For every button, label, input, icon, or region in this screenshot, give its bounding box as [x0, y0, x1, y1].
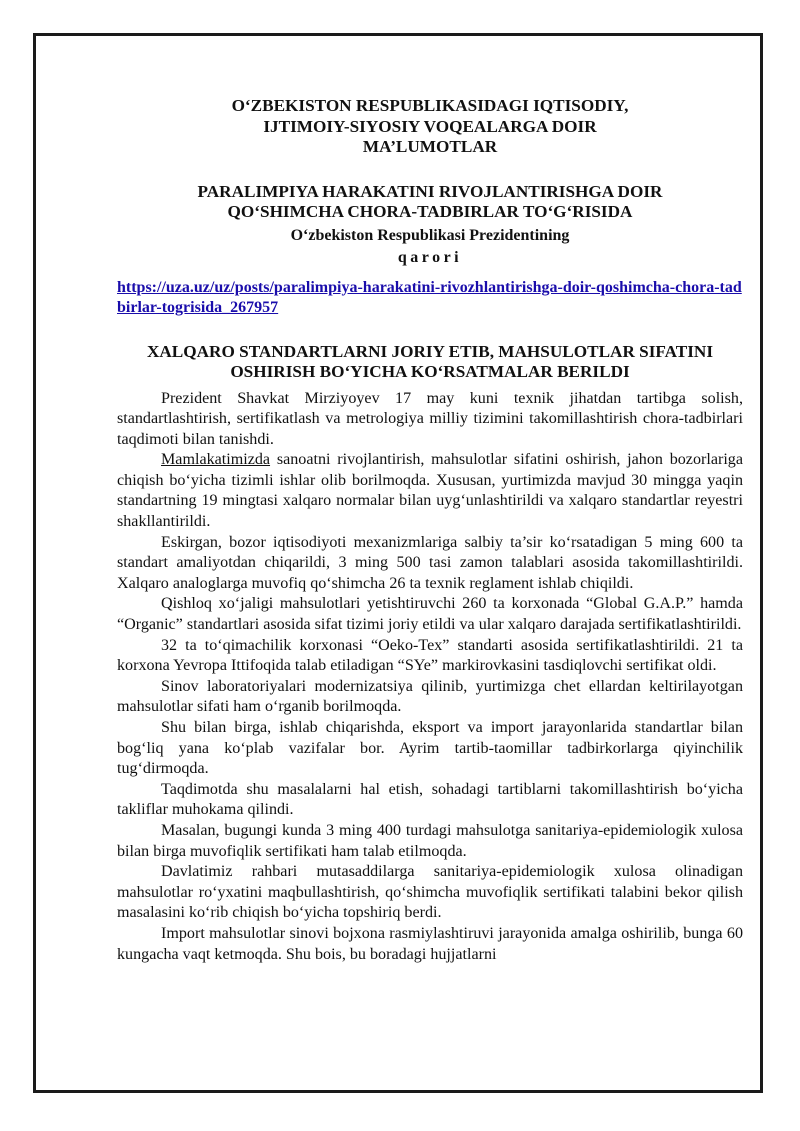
decree-type: qarori [397, 248, 463, 266]
paragraph: 32 ta to‘qimachilik korxonasi “Oeko-Tex” standarti asosida sertifikatlashtirildi. 21 ta korxona Yevropa Ittifoqida talab etiladigan “SYe” markirovkasini tasdiqlovchi sertifikat oldi. [117, 636, 743, 675]
paragraph: Masalan, bugungi kunda 3 ming 400 turdagi mahsulotga sanitariya-epidemiologik xulosa bilan birga muvofiqlik sertifikati ham talab etilmoqda. [117, 821, 743, 860]
paragraph: Taqdimotda shu masalalarni hal etish, sohadagi tartiblarni takomillashtirish bo‘yicha takliflar muhokama qilindi. [117, 780, 743, 819]
paragraph: Import mahsulotlar sinovi bojxona rasmiylashtiruvi jarayonida amalga oshirilib, bunga 60 kungacha vaqt ketmoqda. Shu bois, bu boradagi hujjatlarni [117, 924, 743, 963]
paragraph: Eskirgan, bozor iqtisodiyoti mexanizmlariga salbiy ta’sir ko‘rsatadigan 5 ming 600 ta standart amaliyotdan chiqarildi, 3 ming 500 tasi zamon talablari asosida takomillashtirildi. Xalqaro analoglarga muvofiq qo‘shimcha 26 ta texnik reglament ishlab chiqildi. [117, 533, 743, 592]
article-headline [117, 342, 743, 383]
decree-title [117, 182, 743, 223]
decree-title-line: PARALIMPIYA HARAKATINI RIVOJLANTIRISHGA DOIR [197, 181, 663, 201]
paragraph: Shu bilan birga, ishlab chiqarishda, eksport va import jarayonlarida standartlar bilan bog‘liq yana ko‘plab vazifalar bor. Ayrim tartib-taomillar tadbirkorlarga qiyinchilik tug‘dirmoqda. [117, 719, 743, 778]
document-title [117, 96, 743, 158]
source-link[interactable]: https://uza.uz/uz/posts/paralimpiya-harakatini-rivozhlantirishga-doir-qoshimcha-chora-tadbirlar-togrisida_267957 [117, 278, 742, 316]
document-title-line: O‘ZBEKISTON RESPUBLIKASIDAGI IQTISODIY, [231, 96, 629, 115]
decree-issuer: O‘zbekiston Respublikasi Prezidentining [290, 226, 570, 244]
document-title-line: IJTIMOIY-SIYOSIY VOQEALARGA DOIR [263, 116, 597, 136]
paragraph: Davlatimiz rahbari mutasaddilarga sanitariya-epidemiologik xulosa olinadigan mahsulotlar ro‘yxatini maqbullashtirish, qo‘shimcha muvofiqlik sertifikati talabini bekor qilish masalasini ko‘rib chiqish bo‘yicha topshiriq berdi. [117, 863, 743, 922]
document-title-line: MA’LUMOTLAR [362, 137, 498, 156]
paragraph: Prezident Shavkat Mirziyoyev 17 may kuni texnik jihatdan tartibga solish, standartlashtirish, sertifikatlash va metrologiya milliy tizimini takomillashtirish chora-tadbirlari taqdimoti bilan tanishdi. [117, 389, 743, 448]
document-body [117, 96, 743, 965]
article-headline-line: XALQARO STANDARTLARNI JORIY ETIB, MAHSULOTLAR SIFATINI [146, 341, 714, 361]
paragraph [117, 450, 743, 532]
paragraph: Sinov laboratoriyalari modernizatsiya qilinib, yurtimizga chet ellardan keltirilayotgan mahsulotlar sifati ham o‘rganib borilmoqda. [117, 677, 743, 716]
paragraph-text: sanoatni rivojlantirish, mahsulotlar sifatini oshirish, jahon bozorlariga chiqish bo‘yicha tizimli ishlar olib borilmoqda. Xususan, yurtimizda mavjud 30 mingga yaqin standartning 19 mingtasi xalqaro normalar bilan uyg‘unlashtirildi va xalqaro standartlar reyestri shakllantirildi. [117, 451, 743, 531]
paragraph: Qishloq xo‘jaligi mahsulotlari yetishtiruvchi 260 ta korxonada “Global G.A.P.” hamda “Organic” standartlari asosida sifat tizimi joriy etildi va ular xalqaro darajada sertifikatlashtirildi. [117, 595, 743, 634]
article-headline-line: OSHIRISH BO‘YICHA KO‘RSATMALAR BERILDI [230, 362, 630, 381]
decree-title-line: QO‘SHIMCHA CHORA-TADBIRLAR TO‘G‘RISIDA [227, 202, 633, 221]
underlined-word: Mamlakatimizda [161, 451, 271, 469]
